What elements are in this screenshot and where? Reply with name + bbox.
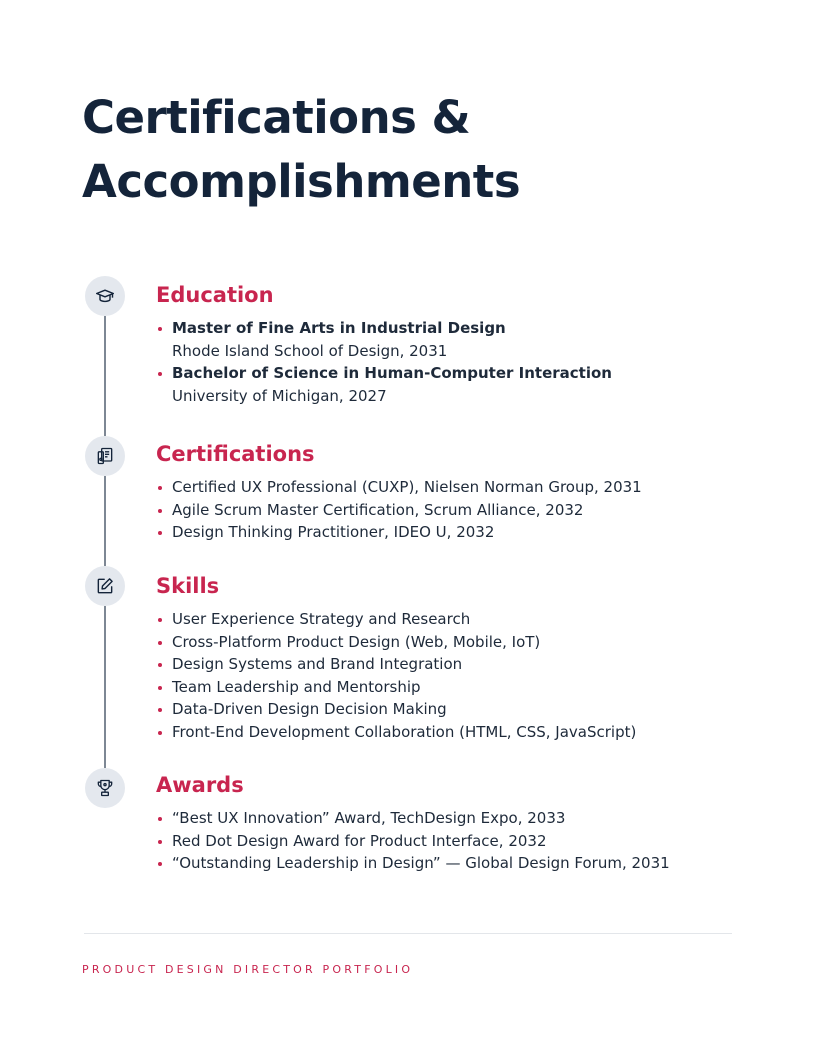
- timeline-connector: [104, 476, 106, 566]
- section-title: Certifications: [156, 442, 315, 466]
- education-list: [156, 317, 756, 407]
- awards-section: [156, 771, 756, 875]
- certificate-icon: [85, 436, 125, 476]
- list-item: Certified UX Professional (CUXP), Nielsen Norman Group, 2031: [156, 476, 756, 499]
- list-item: Red Dot Design Award for Product Interface, 2032: [156, 830, 756, 853]
- list-item: Design Thinking Practitioner, IDEO U, 2032: [156, 521, 756, 544]
- list-item: Team Leadership and Mentorship: [156, 676, 756, 699]
- section-title: Skills: [156, 574, 220, 598]
- list-item: Design Systems and Brand Integration: [156, 653, 756, 676]
- list-item: [156, 362, 756, 407]
- graduation-cap-icon: [85, 276, 125, 316]
- degree-title: Bachelor of Science in Human-Computer Interaction: [172, 364, 612, 382]
- timeline-connector: [104, 316, 106, 436]
- list-item: User Experience Strategy and Research: [156, 608, 756, 631]
- certifications-section: [156, 440, 756, 544]
- list-item: “Outstanding Leadership in Design” — Global Design Forum, 2031: [156, 852, 756, 875]
- skills-list: [156, 608, 756, 743]
- footer-label: PRODUCT DESIGN DIRECTOR PORTFOLIO: [82, 963, 414, 976]
- degree-detail: University of Michigan, 2027: [172, 386, 387, 405]
- education-section: [156, 281, 756, 407]
- certifications-list: [156, 476, 756, 544]
- list-item: [156, 317, 756, 362]
- awards-list: [156, 807, 756, 875]
- footer-divider: [84, 933, 732, 934]
- section-title: Education: [156, 283, 274, 307]
- list-item: Cross-Platform Product Design (Web, Mobile, IoT): [156, 631, 756, 654]
- section-title: Awards: [156, 773, 244, 797]
- list-item: Front-End Development Collaboration (HTML, CSS, JavaScript): [156, 721, 756, 744]
- list-item: Data-Driven Design Decision Making: [156, 698, 756, 721]
- page-title: Certifications & Accomplishments: [82, 91, 521, 208]
- trophy-icon: [85, 768, 125, 808]
- skills-section: [156, 572, 756, 743]
- timeline-connector: [104, 606, 106, 768]
- list-item: Agile Scrum Master Certification, Scrum Alliance, 2032: [156, 499, 756, 522]
- list-item: “Best UX Innovation” Award, TechDesign Expo, 2033: [156, 807, 756, 830]
- edit-icon: [85, 566, 125, 606]
- degree-title: Master of Fine Arts in Industrial Design: [172, 319, 506, 337]
- degree-detail: Rhode Island School of Design, 2031: [172, 341, 448, 360]
